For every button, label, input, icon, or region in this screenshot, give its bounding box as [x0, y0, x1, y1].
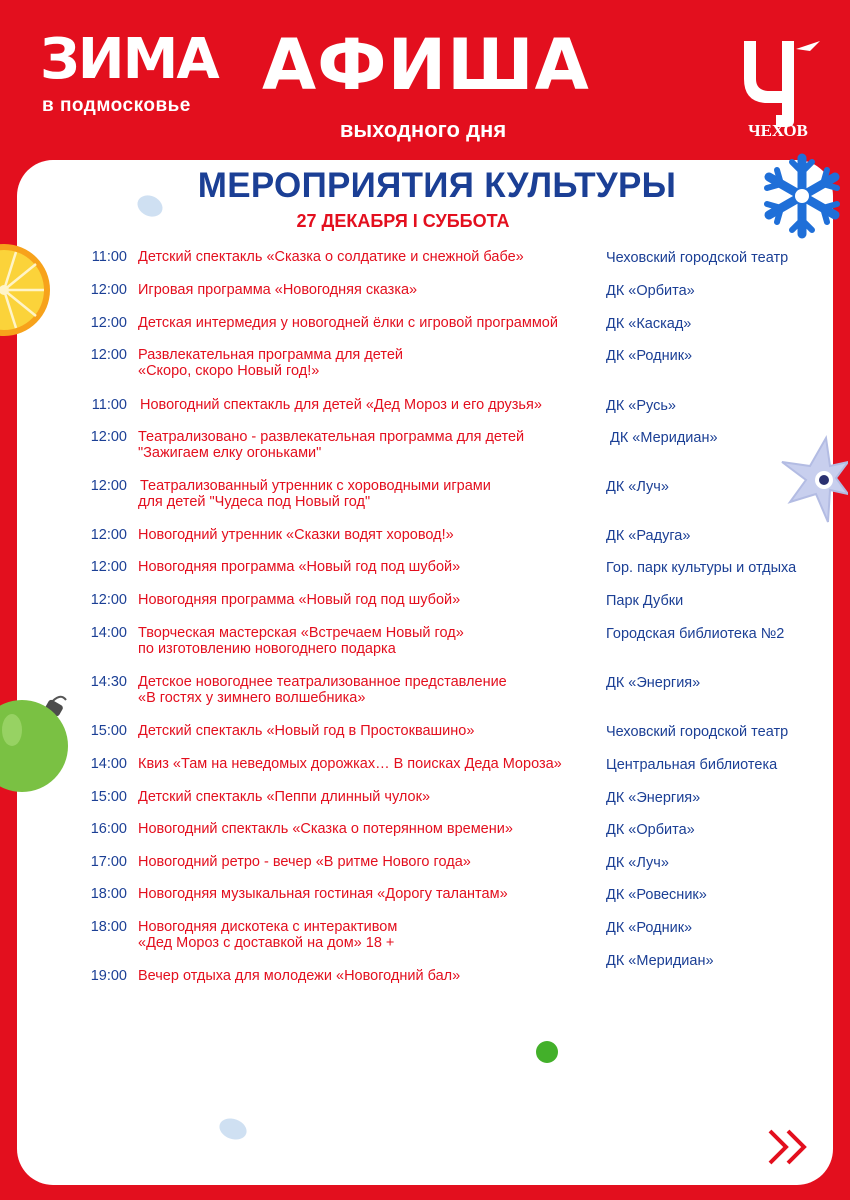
- event-venue: Центральная библиотека: [606, 757, 778, 773]
- event-venue: Гор. парк культуры и отдыха: [606, 560, 797, 576]
- event-title: Вечер отдыха для молодежи «Новогодний бал»: [138, 968, 461, 984]
- event-title: Новогодняя программа «Новый год под шубой»: [138, 559, 461, 575]
- event-title: Детское новогоднее театрализованное представление: [138, 674, 507, 690]
- header: [0, 0, 850, 165]
- event-venue: ДК «Родник»: [606, 348, 693, 364]
- event-venue: ДК «Ровесник»: [606, 887, 707, 903]
- event-time: 18:00: [90, 886, 127, 902]
- event-time: 12:00: [90, 559, 127, 575]
- event-time: 12:00: [90, 315, 127, 331]
- event-venue: ДК «Луч»: [606, 479, 669, 495]
- event-title: Новогодний спектакль «Сказка о потерянном времени»: [138, 821, 513, 837]
- event-title: Театрализовано - развлекательная программа для детей: [138, 429, 525, 445]
- event-venue: ДК «Русь»: [606, 398, 676, 414]
- event-time: 12:00: [90, 527, 127, 543]
- city-name: ЧЕХОВ: [748, 121, 808, 140]
- event-title: Театрализованный утренник с хороводными играми: [140, 478, 491, 494]
- event-title: Детская интермедия у новогодней ёлки с игровой программой: [138, 315, 558, 331]
- event-title-line2: «Скоро, скоро Новый год!»: [138, 363, 320, 379]
- event-time: 11:00: [91, 397, 127, 413]
- event-title: Новогодняя музыкальная гостиная «Дорогу талантам»: [138, 886, 508, 902]
- event-time: 14:30: [90, 674, 127, 690]
- event-time: 12:00: [90, 592, 127, 608]
- confetti-dot: [536, 1041, 558, 1063]
- event-venue: Городская библиотека №2: [606, 626, 785, 642]
- event-venue: ДК «Орбита»: [606, 283, 695, 299]
- event-venue: ДК «Энергия»: [606, 790, 701, 806]
- event-title: Творческая мастерская «Встречаем Новый год»: [138, 625, 464, 641]
- headline-subtitle: выходного дня: [339, 117, 507, 142]
- event-title: Детский спектакль «Сказка о солдатике и снежной бабе»: [138, 249, 524, 265]
- event-venue: ДК «Энергия»: [606, 675, 701, 691]
- event-time: 15:00: [90, 789, 127, 805]
- event-title-line2: "Зажигаем елку огоньками": [138, 445, 322, 461]
- event-time: 18:00: [90, 919, 127, 935]
- event-time: 17:00: [90, 854, 127, 870]
- event-time: 12:00: [90, 429, 127, 445]
- event-title: Квиз «Там на неведомых дорожках… В поисках Деда Мороза»: [138, 756, 562, 772]
- event-title-line2: для детей "Чудеса под Новый год": [138, 494, 371, 510]
- event-title: Новогодний ретро - вечер «В ритме Нового года»: [138, 854, 471, 870]
- brand-logo-title: ЗИМА: [40, 27, 218, 92]
- event-time: 15:00: [90, 723, 127, 739]
- event-venue: ДК «Луч»: [606, 855, 669, 871]
- event-time: 14:00: [90, 625, 127, 641]
- section-title: МЕРОПРИЯТИЯ КУЛЬТУРЫ: [197, 166, 677, 205]
- event-title: Новогодний спектакль для детей «Дед Мороз и его друзья»: [140, 397, 542, 413]
- headline: АФИША: [262, 24, 590, 106]
- event-title: Развлекательная программа для детей: [138, 347, 403, 363]
- event-title: Детский спектакль «Новый год в Простоквашино»: [138, 723, 475, 739]
- event-time: 16:00: [90, 821, 127, 837]
- event-venue: ДК «Меридиан»: [610, 430, 718, 446]
- event-venue: Чеховский городской театр: [606, 724, 789, 740]
- event-venue: Чеховский городской театр: [606, 250, 789, 266]
- event-venue: ДК «Меридиан»: [606, 953, 714, 969]
- event-title: Новогодний утренник «Сказки водят хоровод!»: [138, 527, 454, 543]
- event-title: Новогодняя дискотека с интерактивом: [138, 919, 398, 935]
- event-date: 27 ДЕКАБРЯ I СУББОТА: [296, 211, 510, 231]
- event-time: 12:00: [90, 347, 127, 363]
- event-venue: ДК «Радуга»: [606, 528, 691, 544]
- event-venue: ДК «Родник»: [606, 920, 693, 936]
- content-card: [17, 160, 833, 1185]
- event-title-line2: «Дед Мороз с доставкой на дом» 18 +: [138, 935, 395, 951]
- next-page-chevrons-icon[interactable]: [766, 1127, 814, 1167]
- event-title-line2: по изготовлению новогоднего подарка: [138, 641, 396, 657]
- event-title: Новогодняя программа «Новый год под шубой»: [138, 592, 461, 608]
- event-time: 19:00: [90, 968, 127, 984]
- event-time: 11:00: [91, 249, 127, 265]
- event-title: Детский спектакль «Пеппи длинный чулок»: [138, 789, 431, 805]
- brand-logo-subtitle: в подмосковье: [42, 95, 191, 116]
- event-title-line2: «В гостях у зимнего волшебника»: [138, 690, 366, 706]
- event-venue: Парк Дубки: [606, 593, 684, 609]
- event-title: Игровая программа «Новогодняя сказка»: [138, 282, 418, 298]
- event-time: 12:00: [90, 282, 127, 298]
- christmas-ball-icon: [0, 690, 72, 796]
- event-time: 14:00: [90, 756, 127, 772]
- event-time: 12:00: [90, 478, 127, 494]
- event-venue: ДК «Каскад»: [606, 316, 692, 332]
- event-venue: ДК «Орбита»: [606, 822, 695, 838]
